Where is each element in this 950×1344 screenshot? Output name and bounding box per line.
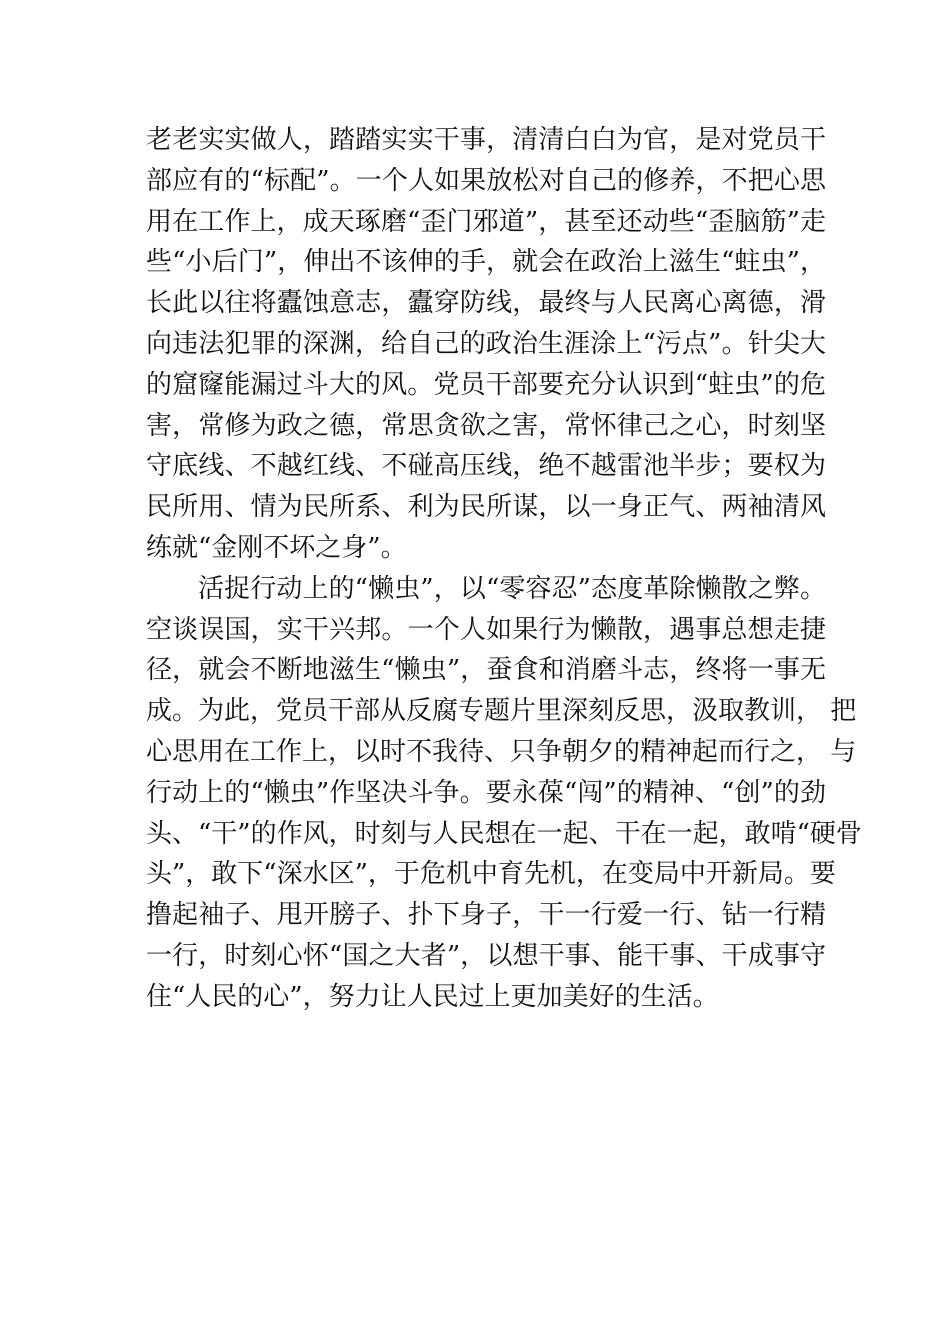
text-line: 向违法犯罪的深渊，给自己的政治生涯涂上“污点”。针尖大	[146, 328, 826, 359]
text-line: 部应有的“标配”。一个人如果放松对自己的修养，不把心思	[146, 165, 826, 196]
paragraph-2	[146, 569, 862, 1018]
text-line: 头”，敢下“深水区”，于危机中育先机，在变局中开新局。要	[146, 859, 836, 890]
text-line: 的窟窿能漏过斗大的风。党员干部要充分认识到“蛀虫”的危	[146, 369, 826, 400]
text-line: 活捉行动上的“懒虫”，以“零容忍”态度革除懒散之弊。	[198, 573, 826, 604]
text-line: 用在工作上，成天琢磨“歪门邪道”，甚至还动些“歪脑筋”走	[146, 206, 826, 237]
text-line: 长此以往将蠹蚀意志，蠹穿防线，最终与人民离心离德，滑	[146, 288, 826, 319]
text-line: 空谈误国，实干兴邦。一个人如果行为懒散，遇事总想走捷	[146, 614, 826, 645]
text-line: 住“人民的心”，努力让人民过上更加美好的生活。	[146, 981, 719, 1012]
text-line: 撸起袖子、甩开膀子、扑下身子，干一行爱一行、钻一行精	[146, 900, 826, 931]
text-line: 一行，时刻心怀“国之大者”，以想干事、能干事、干成事守	[146, 940, 826, 971]
text-line: 守底线、不越红线、不碰高压线，绝不越雷池半步；要权为	[146, 451, 826, 482]
text-line: 径，就会不断地滋生“懒虫”，蚕食和消磨斗志，终将一事无	[146, 655, 826, 686]
text-line: 行动上的“懒虫”作坚决斗争。要永葆“闯”的精神、“创”的劲	[146, 777, 826, 808]
text-line: 头、“干”的作风，时刻与人民想在一起、干在一起，敢啃“硬骨	[146, 818, 862, 849]
text-line: 民所用、情为民所系、利为民所谋，以一身正气、两袖清风	[146, 492, 826, 523]
text-line: 练就“金刚不坏之身”。	[146, 532, 407, 563]
text-line: 害，常修为政之德，常思贪欲之害，常怀律己之心，时刻坚	[146, 410, 826, 441]
text-line: 些“小后门”，伸出不该伸的手，就会在政治上滋生“蛀虫”，	[146, 247, 826, 278]
text-line: 心思用在工作上，以时不我待、只争朝夕的精神起而行之， 与	[146, 736, 857, 767]
text-line: 成。为此，党员干部从反腐专题片里深刻反思，汲取教训， 把	[146, 696, 857, 727]
paragraph-1	[146, 120, 826, 569]
body-text	[146, 120, 862, 1018]
text-line: 老老实实做人，踏踏实实干事，清清白白为官，是对党员干	[146, 125, 826, 155]
